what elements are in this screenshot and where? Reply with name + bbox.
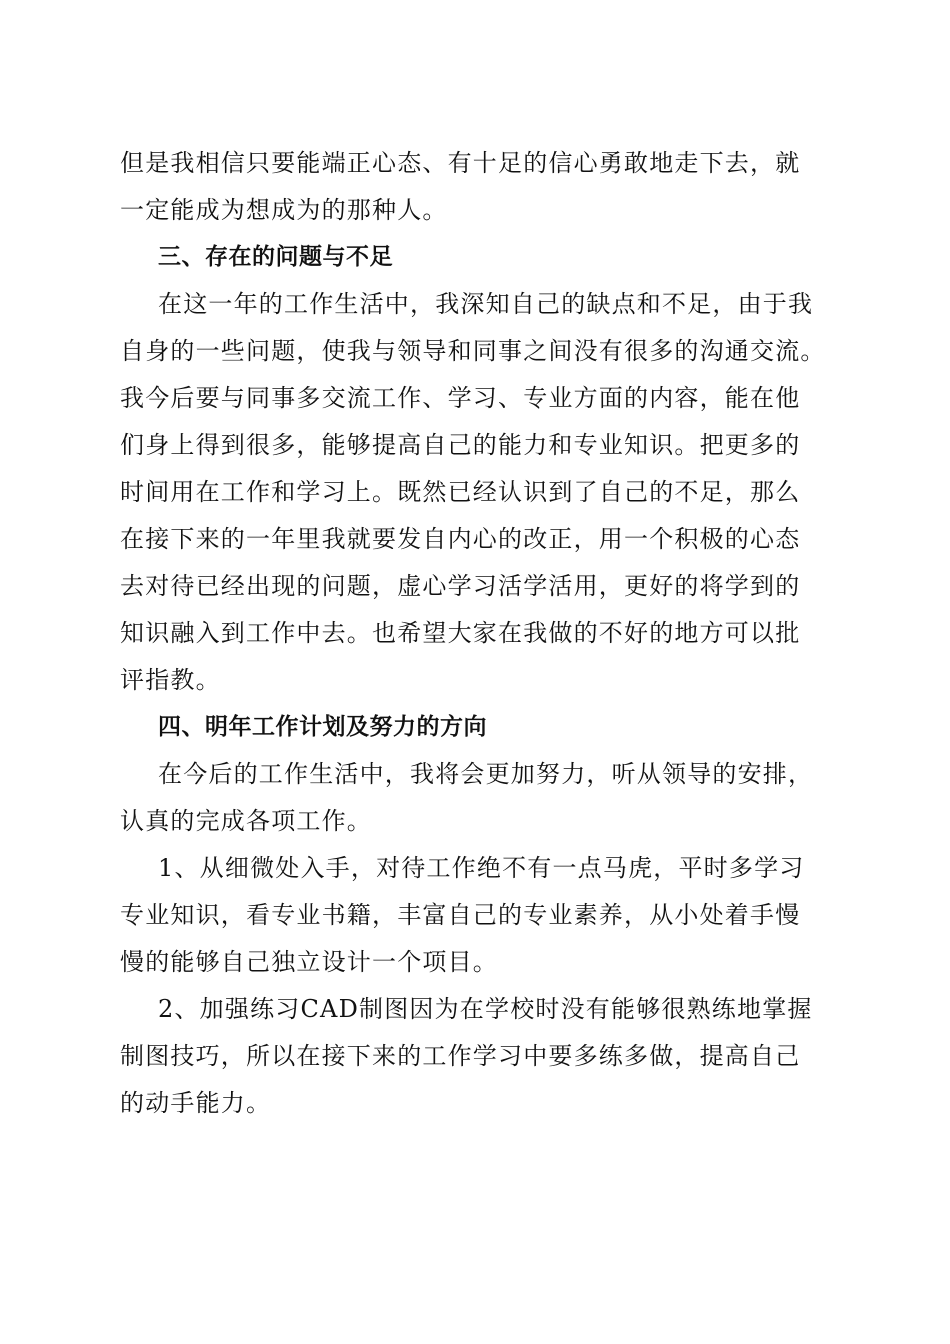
body-line: 在这一年的工作生活中，我深知自己的缺点和不足，由于我 (158, 290, 814, 318)
body-line: 的动手能力。 (120, 1089, 272, 1117)
body-line: 在接下来的一年里我就要发自内心的改正，用一个积极的心态 (120, 525, 801, 553)
section-heading-3: 三、存在的问题与不足 (158, 244, 393, 270)
body-line: 时间用在工作和学习上。既然已经认识到了自己的不足，那么 (120, 478, 801, 506)
body-line: 制图技巧，所以在接下来的工作学习中要多练多做，提高自己 (120, 1042, 801, 1070)
body-line: 评指教。 (120, 666, 221, 694)
body-line: 们身上得到很多，能够提高自己的能力和专业知识。把更多的 (120, 431, 801, 459)
list-item-2: 2、加强练习CAD制图因为在学校时没有能够很熟练地掌握 (158, 995, 813, 1023)
body-line: 慢的能够自己独立设计一个项目。 (120, 948, 498, 976)
body-line: 认真的完成各项工作。 (120, 807, 372, 835)
section-heading-4: 四、明年工作计划及努力的方向 (158, 714, 487, 740)
body-line: 去对待已经出现的问题，虚心学习活学活用，更好的将学到的 (120, 572, 801, 600)
document-body (120, 140, 840, 1127)
body-line: 但是我相信只要能端正心态、有十足的信心勇敢地走下去，就 (120, 149, 801, 177)
list-item-1: 1、从细微处入手，对待工作绝不有一点马虎，平时多学习 (158, 854, 805, 882)
body-line: 我今后要与同事多交流工作、学习、专业方面的内容，能在他 (120, 384, 801, 412)
body-line: 在今后的工作生活中，我将会更加努力，听从领导的安排， (158, 760, 814, 788)
body-line: 知识融入到工作中去。也希望大家在我做的不好的地方可以批 (120, 619, 801, 647)
body-line: 自身的一些问题，使我与领导和同事之间没有很多的沟通交流。 (120, 337, 826, 365)
body-line: 专业知识，看专业书籍，丰富自己的专业素养，从小处着手慢 (120, 901, 801, 929)
body-line: 一定能成为想成为的那种人。 (120, 196, 448, 224)
